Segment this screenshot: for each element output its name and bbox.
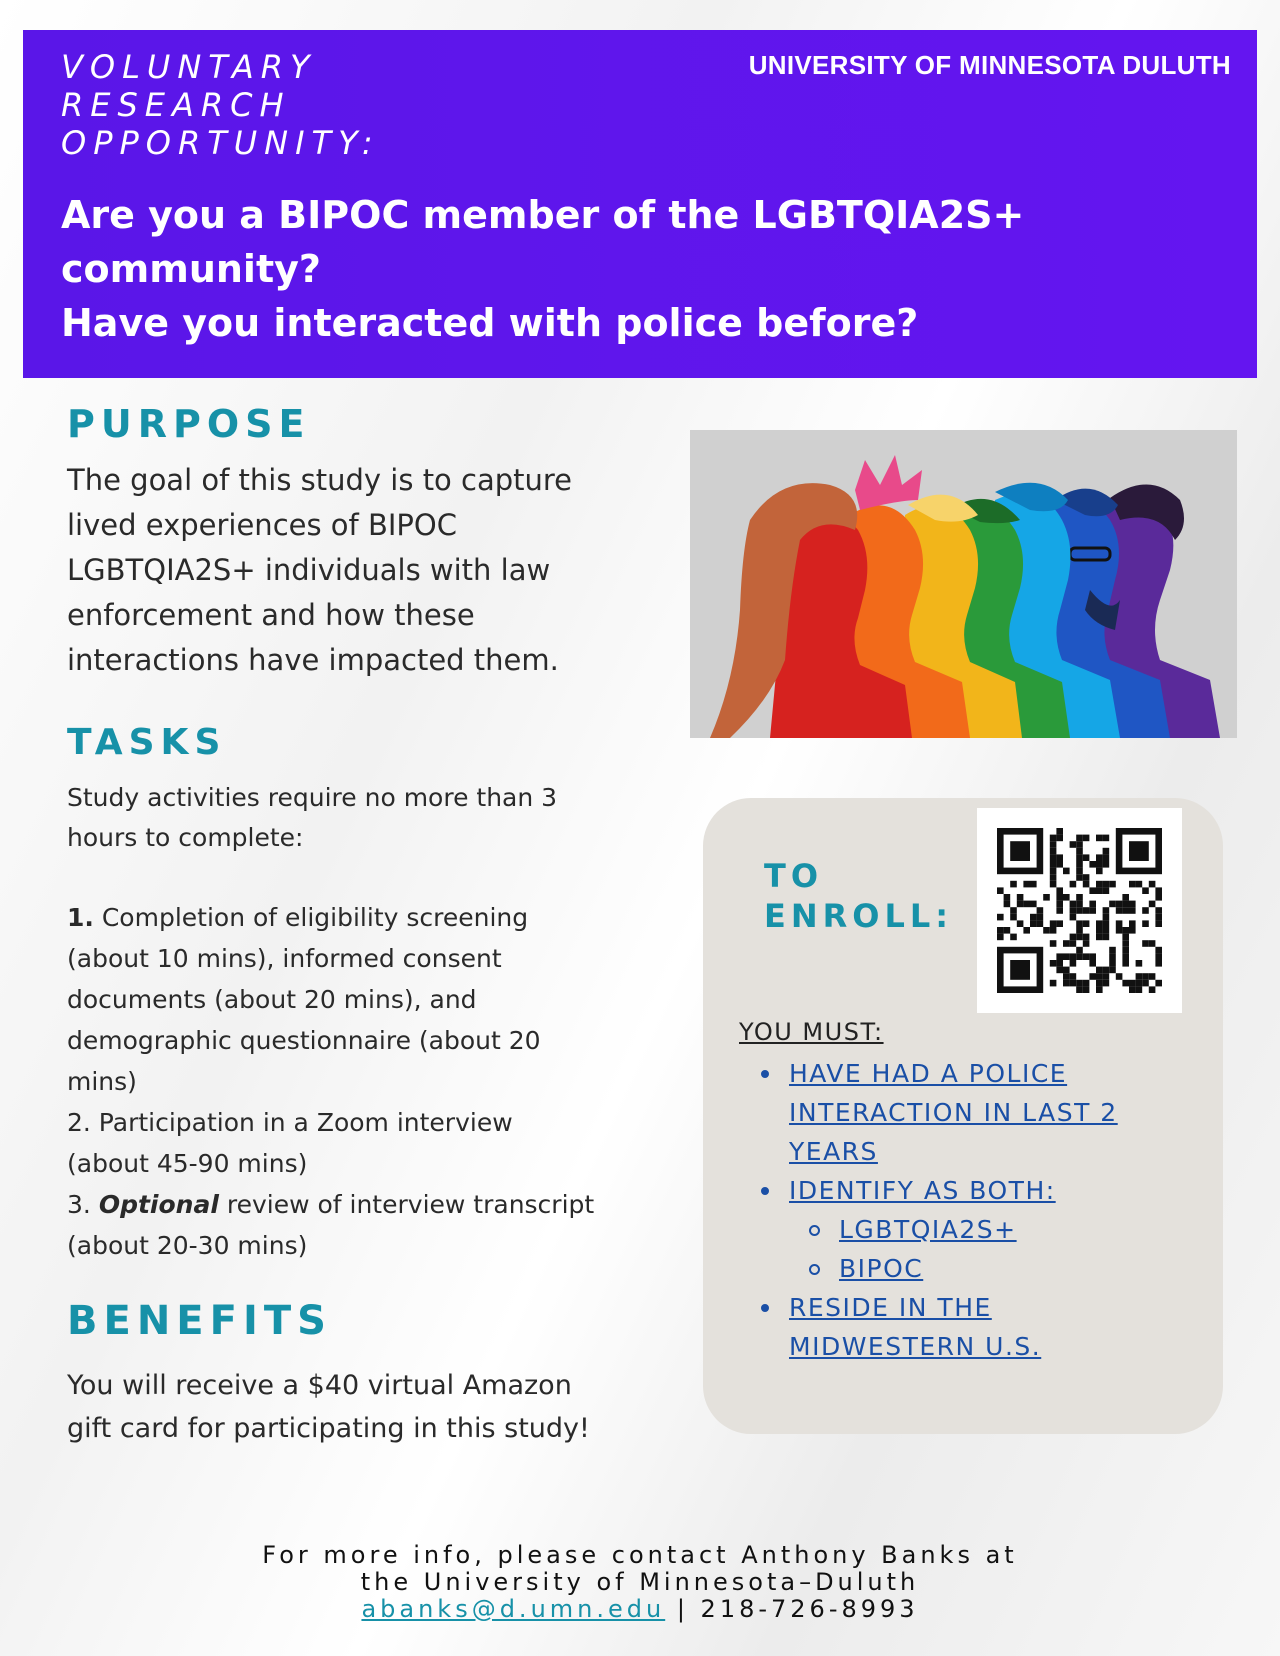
enroll-title: TO ENROLL: bbox=[764, 857, 954, 935]
requirement-police-interaction[interactable]: HAVE HAD A POLICE INTERACTION IN LAST 2 YEARS bbox=[739, 1054, 1209, 1171]
benefits-heading: BENEFITS bbox=[67, 1298, 332, 1344]
requirement-bipoc[interactable]: BIPOC bbox=[739, 1249, 1209, 1288]
requirement-midwest[interactable]: RESIDE IN THE MIDWESTERN U.S. bbox=[739, 1288, 1209, 1366]
purpose-heading: PURPOSE bbox=[67, 402, 311, 446]
contact-footer: For more info, please contact Anthony Banks at the University of Minnesota–Duluth abanks@d.umn.edu | 218-726-8993 bbox=[262, 1541, 1018, 1623]
email-link[interactable]: abanks@d.umn.edu bbox=[361, 1595, 666, 1623]
header-banner bbox=[23, 30, 1257, 378]
tasks-heading: TASKS bbox=[67, 722, 227, 763]
eyebrow-text: VOLUNTARY RESEARCH OPPORTUNITY: bbox=[61, 48, 380, 162]
task-item-3: 3. Optional review of interview transcript bbox=[67, 1190, 595, 1219]
enroll-card bbox=[703, 798, 1223, 1434]
tasks-list: 1. Completion of eligibility screening (about 10 mins), informed consent documents (about 20 mins), and demographic questionnaire (about 20 mins) 2. Participation in a Zoom interview (about 45-90 mins) 3. Optional review of interview transcript (about 20-30 mins) bbox=[67, 897, 687, 1266]
requirement-identify-both[interactable]: IDENTIFY AS BOTH: bbox=[739, 1171, 1209, 1210]
phone-number: 218-726-8993 bbox=[700, 1595, 919, 1623]
diverse-profiles-illustration bbox=[690, 430, 1237, 738]
benefits-text: You will receive a $40 virtual Amazon gift card for participating in this study! bbox=[67, 1370, 590, 1444]
qr-code-graphic bbox=[977, 808, 1182, 1013]
task-item-2: 2. Participation in a Zoom interview bbox=[67, 1108, 513, 1137]
rainbow-faces-image bbox=[690, 430, 1237, 738]
qr-code-icon[interactable] bbox=[977, 808, 1182, 1013]
requirements-label: YOU MUST: bbox=[739, 1018, 884, 1046]
purpose-text: The goal of this study is to capture lived experiences of BIPOC LGBTQIA2S+ individuals with law enforcement and how these interactions have impacted them. bbox=[67, 463, 573, 677]
requirements-list bbox=[739, 1054, 1209, 1366]
task-item-1: 1. Completion of eligibility screening bbox=[67, 903, 529, 932]
university-name: UNIVERSITY OF MINNESOTA DULUTH bbox=[748, 50, 1231, 80]
tasks-intro: Study activities require no more than 3 hours to complete: bbox=[67, 783, 558, 852]
page-headline: Are you a BIPOC member of the LGBTQIA2S+ community? Have you interacted with police before? bbox=[61, 193, 1025, 345]
requirement-lgbtqia2s[interactable]: LGBTQIA2S+ bbox=[739, 1210, 1209, 1249]
